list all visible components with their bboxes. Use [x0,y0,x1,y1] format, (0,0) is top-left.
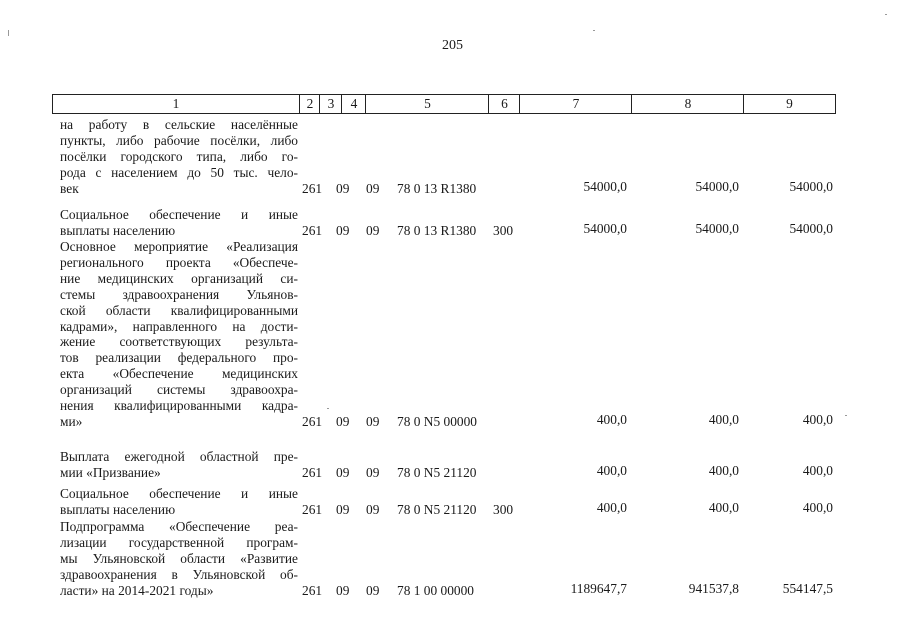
row-description [60,239,298,430]
row-description [60,486,298,518]
cell-c9: 400,0 [802,462,833,478]
description-line: кадрами», направленного на дости- [60,318,298,334]
cell-c8: 400,0 [708,462,739,478]
description-line: пункты, либо рабочие посёлки, либо [60,132,298,148]
description-line: нения квалифицированными кадра- [60,398,298,414]
description-line: лизации государственной програм- [60,534,298,550]
cell-c2: 261 [302,222,323,238]
cell-c7: 400,0 [596,462,627,478]
scan-speck [8,30,9,36]
description-line: Подпрограмма «Обеспечение реа- [60,519,298,534]
description-line: посёлки городского типа, либо го- [60,148,298,164]
cell-c4: 09 [366,222,380,238]
header-cell-9: 9 [743,95,835,113]
cell-c7: 54000,0 [583,178,627,194]
description-line: ласти» на 2014-2021 годы» [60,582,214,598]
description-line: екта «Обеспечение медицинских [60,366,298,382]
cell-c8: 400,0 [708,499,739,515]
description-line: Выплата ежегодной областной пре- [60,449,298,464]
description-line: выплаты населению [60,501,176,517]
description-line: Основное мероприятие «Реализация [60,239,298,254]
header-cell-7: 7 [519,95,632,113]
cell-c2: 261 [302,582,323,598]
header-cell-8: 8 [631,95,744,113]
row-description [60,207,298,239]
description-line: век [60,180,79,196]
cell-c3: 09 [336,413,350,429]
cell-c3: 09 [336,464,350,480]
row-description [60,519,298,599]
page-number: 205 [442,38,463,53]
description-line: мии «Призвание» [60,464,161,480]
cell-c5: 78 0 13 R1380 [397,222,477,238]
cell-c2: 261 [302,413,323,429]
cell-c8: 54000,0 [695,178,739,194]
description-line: Социальное обеспечение и иные [60,207,298,222]
description-line: выплаты населению [60,222,176,238]
header-cell-5: 5 [365,95,489,113]
cell-c5: 78 0 13 R1380 [397,180,477,196]
scan-speck [845,415,847,416]
cell-c2: 261 [302,180,323,196]
cell-c3: 09 [336,180,350,196]
cell-c8: 400,0 [708,411,739,427]
cell-c4: 09 [366,464,380,480]
description-line: рода с населением до 50 тыс. чело- [60,164,298,180]
description-line: здравоохранения в Ульяновской об- [60,566,298,582]
description-line: Социальное обеспечение и иные [60,486,298,501]
description-line: тов реализации федерального про- [60,350,298,366]
cell-c9: 54000,0 [789,220,833,236]
header-cell-2: 2 [299,95,320,113]
cell-c4: 09 [366,180,380,196]
description-line: ской области квалифицированными [60,302,298,318]
header-cell-3: 3 [319,95,342,113]
cell-c6: 300 [493,222,514,238]
cell-c9: 400,0 [802,499,833,515]
cell-c7: 400,0 [596,411,627,427]
cell-c6: 300 [493,501,514,517]
cell-c5: 78 0 N5 00000 [397,413,477,429]
cell-c5: 78 0 N5 21120 [397,501,477,517]
cell-c8: 54000,0 [695,220,739,236]
description-line: ние медицинских организаций си- [60,270,298,286]
cell-c4: 09 [366,413,380,429]
row-description [60,449,298,481]
scan-speck [885,14,887,15]
cell-c7: 400,0 [596,499,627,515]
cell-c8: 941537,8 [688,580,739,596]
cell-c7: 54000,0 [583,220,627,236]
header-cell-1: 1 [172,96,180,111]
cell-c9: 400,0 [802,411,833,427]
description-line: жение соответствующих результа- [60,334,298,350]
cell-c7: 1189647,7 [570,580,627,596]
cell-c9: 554147,5 [782,580,833,596]
description-line: организаций системы здравоохра- [60,382,298,398]
cell-c3: 09 [336,222,350,238]
cell-c9: 54000,0 [789,178,833,194]
scan-speck [593,30,595,31]
cell-c4: 09 [366,582,380,598]
cell-c5: 78 0 N5 21120 [397,464,477,480]
cell-c3: 09 [336,501,350,517]
description-line: стемы здравоохранения Ульянов- [60,286,298,302]
header-cell-6: 6 [488,95,520,113]
description-line: ми» [60,413,83,429]
cell-c4: 09 [366,501,380,517]
row-description [60,117,298,197]
scan-speck [327,408,329,409]
cell-c2: 261 [302,501,323,517]
header-cell-4: 4 [341,95,366,113]
cell-c3: 09 [336,582,350,598]
table-header [52,94,836,114]
cell-c2: 261 [302,464,323,480]
description-line: регионального проекта «Обеспече- [60,254,298,270]
description-line: на работу в сельские населённые [60,117,298,132]
cell-c5: 78 1 00 00000 [397,582,474,598]
description-line: мы Ульяновской области «Развитие [60,550,298,566]
